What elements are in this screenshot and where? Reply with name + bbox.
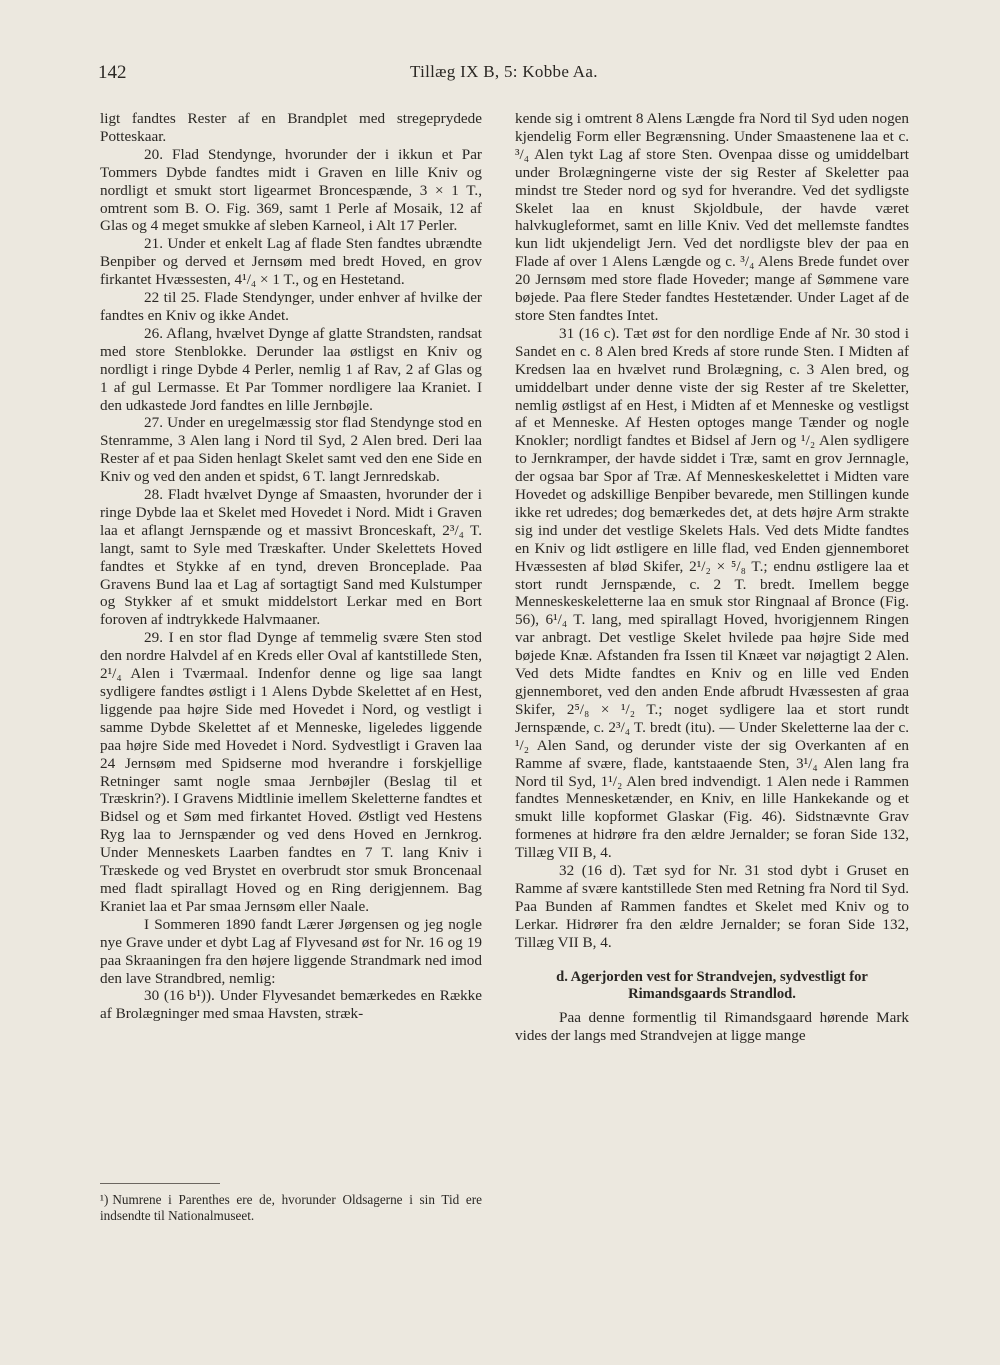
paragraph: 20. Flad Stendynge, hvorunder der i ikkun et Par Tommers Dybde fandtes midt i Graven en lille Kniv og nordligt et smukt stort ligearmet Broncespænde, 3 × 1 T., omtrent som B. O. Fig. 369, samt 1 Perle af Mosaik, 12 af Glas og 4 meget smukke af sleben Karneol, i Alt 17 Perler. bbox=[100, 145, 482, 235]
paragraph: Paa denne formentlig til Rimandsgaard hørende Mark vides der langs med Strandvejen at ligge mange bbox=[515, 1008, 909, 1044]
paragraph: 21. Under et enkelt Lag af flade Sten fandtes ubrændte Benpiber og derved et Jernsøm med bredt Hoved, en grov firkantet Hvæssesten, 4¹/₄ × 1 T., og en Hestetand. bbox=[100, 235, 482, 289]
paragraph: 31 (16 c). Tæt øst for den nordlige Ende af Nr. 30 stod i Sandet en c. 8 Alen bred Kreds af store runde Sten. I Midten af Kredsen laa en hvælvet rund Brolægning, c. 3 Alen bred, og umiddelbart under denne viste der sig Rester af tre Skeletter, nemlig østligst af en Hest, i Midten af et Menneske og vestligst af et Menneske. Af Hesten optoges mange Tænder og nogle Knokler; nordligt fandtes et Bidsel af Jern og ¹/₂ Alen sydligere to Jernkramper, der havde siddet i Træ, samt en grov Jernnagle, der ogsaa bar Spor af Træ. Af Menneskeskelettet i Midten vare Hovedet og adskillige Benpiber bevarede, men Stillingen kunde ikke ret udredes; dog bemærkedes det, at dets højre Arm strakte sig ind under det vestlige Skelets Hals. Ved dets Midte fandtes en Kniv og lidt østligere en lille flad, ved Enden gjennemboret Hvæssesten af blød Skifer, 2¹/₂ × ⁵/₈ T.; endnu østligere laa et stort rundt Jernspænde, c. 2 T. bredt. Imellem begge Menneskeskeletterne laa en smuk stor Ringnaal af Bronce (Fig. 56), 6¹/₄ T. lang, med spirallagt Hoved, hvorigjennem Ringen var anbragt. Det vestlige Skelet hvilede paa højre Side med bøjede Knæ. Afstanden fra Issen til Knæet var nøjagtigt 2 Alen. Ved dets Midte fandtes en Kniv og en lille ved Enden gjennemboret, ved den anden Ende afbrudt Hvæssesten af graa Skifer, 2⁵/₈ × ¹/₂ T.; noget sydligere laa et stort rundt Jernspænde, c. 2³/₄ T. bredt (itu). — Under Skeletterne laa der c. ¹/₂ Alen Sand, og derunder viste der sig Overkanten af en Ramme af svære, flade, kantstaaende Sten, 3¹/₄ Alen lang fra Nord til Syd, 1¹/₂ Alen bred indvendigt. 1 Alen nede i Rammen fandtes Mennesketænder, en Kniv, en lille Hankekande og et smukt lille kopformet Glaskar (Fig. 46). Sidstnævnte Grav formenes at hidrøre fra den ældre Jernalder; se foran Side 132, Tillæg VII B, 4. bbox=[515, 324, 909, 862]
paragraph: kende sig i omtrent 8 Alens Længde fra Nord til Syd uden nogen kjendelig Form eller Begrænsning. Under Smaastenene laa et c. ³/₄ Alen tykt Lag af store Sten. Ovenpaa disse og umiddelbart under Brolægningerne viste der sig Rester af Skeletter paa mindst tre Steder nord og syd for hverandre. Ved det sydligste Skelet laa en knust Skjoldbule, der havde været halvkugleformet, samt en lille Kniv. Ved det mellemste fandtes kun lidt ukjendeligt Jern. Ved det nordligste blev der paa en Flade af over 1 Alens Længde og c. ³/₄ Alens Brede fundet over 20 Jernsøm med store flade Hoveder; mange af Sømmene vare bøjede. Paa flere Steder fandtes Hestetænder. Under Laget af de store Sten fandtes Intet. bbox=[515, 110, 909, 324]
footnote-text: Numrene i Parenthes ere de, hvorunder Oldsagerne i sin Tid ere indsendte til Nationalmuseet. bbox=[100, 1192, 482, 1223]
running-head: Tillæg IX B, 5: Kobbe Aa. bbox=[410, 62, 598, 81]
section-heading: d. Agerjorden vest for Strandvejen, sydvestligt for Rimandsgaards Strandlod. bbox=[556, 968, 868, 1002]
left-column bbox=[100, 110, 482, 1023]
paragraph: 29. I en stor flad Dynge af temmelig svære Sten stod den nordre Halvdel af en Kreds eller Oval af kantstillede Sten, 2¹/₄ Alen i Tværmaal. Indenfor denne og lige saa langt sydligere fandtes østligt i 1 Alens Dybde Skelettet af en Hest, liggende paa højre Side med Hovedet i Nord, og vestligt i samme Dybde Skelettet af et Menneske, ligeledes liggende paa højre Side med Hovedet i Nord. Sydvestligt i Graven laa 24 Jernsøm med Spidserne mod hverandre i forskjellige Retninger samt nogle smaa Jernbøjler (Beslag til et Træskrin?). I Gravens Midtlinie imellem Skeletterne fandtes et Bidsel og et Søm med firkantet Hoved. Østligt ved Hestens Ryg laa to Jernspænder og ved dens Hoved en Jernkrog. Under Menneskets Laarben fandtes en 7 T. lang Kniv i Træskede og ved Brystet en overbrudt stor smuk Broncenaal med fladt spirallagt Hoved og en Ring derigjennem. Bag Kraniet laa et Par smaa Jernsøm eller Naale. bbox=[100, 629, 482, 915]
paragraph: 32 (16 d). Tæt syd for Nr. 31 stod dybt i Gruset en Ramme af svære kantstillede Sten med Retning fra Nord til Syd. Paa Bunden af Rammen fandtes et Skelet med Kniv og to Lerkar. Hidrører fra den ældre Jernalder; se foran Side 132, Tillæg VII B, 4. bbox=[515, 862, 909, 951]
paragraph: ligt fandtes Rester af en Brandplet med stregeprydede Potteskaar. bbox=[100, 110, 482, 145]
right-column bbox=[515, 110, 909, 1044]
footnote-divider bbox=[100, 1183, 220, 1184]
page-number: 142 bbox=[98, 62, 127, 83]
paragraph: I Sommeren 1890 fandt Lærer Jørgensen og jeg nogle nye Grave under et dybt Lag af Flyvesand øst for Nr. 16 og 19 paa Skraaningen fra den højere liggende Strandmark ned imod den lave Strandbred, nemlig: bbox=[100, 915, 482, 987]
footnote bbox=[100, 1192, 482, 1223]
footnote-marker: ¹) bbox=[100, 1192, 109, 1207]
paragraph: 26. Aflang, hvælvet Dynge af glatte Strandsten, randsat med store Stenblokke. Derunder laa østligst en Kniv og nordligt i ringe Dybde 4 Perler, nemlig 1 af Rav, 2 af Glas og 1 af gul Lermasse. Et Par Tommer nordligere laa Kraniet. I den udkastede Jord fandtes en lille Jernbøjle. bbox=[100, 324, 482, 414]
paragraph: 28. Fladt hvælvet Dynge af Smaasten, hvorunder der i ringe Dybde laa et Skelet med Hovedet i Nord. Midt i Graven laa et aflangt Jernspænde og et massivt Bronceskaft, 2³/₄ T. langt, samt to Syle med Træskafter. Under Skelettets Hoved fandtes et Stykke af en tynd, dreven Bronceplade. Paa Gravens Bund laa et Lag af sortagtigt Sand med Kulstumper og Stykker af et smukt middelstort Lerkar med en Bort foroven af indtrykkede Halvmaaner. bbox=[100, 486, 482, 629]
paragraph: 22 til 25. Flade Stendynger, under enhver af hvilke der fandtes en Kniv og ikke Andet. bbox=[100, 289, 482, 324]
paragraph: 27. Under en uregelmæssig stor flad Stendynge stod en Stenramme, 3 Alen lang i Nord til Syd, 2 Alen bred. Deri laa Rester af et paa Siden henlagt Skelet samt ved den ene Side en Kniv og ved den anden et spidst, 6 T. langt Jernredskab. bbox=[100, 414, 482, 486]
paragraph: 30 (16 b¹)). Under Flyvesandet bemærkedes en Række af Brolægninger med smaa Havsten, stræk- bbox=[100, 987, 482, 1023]
